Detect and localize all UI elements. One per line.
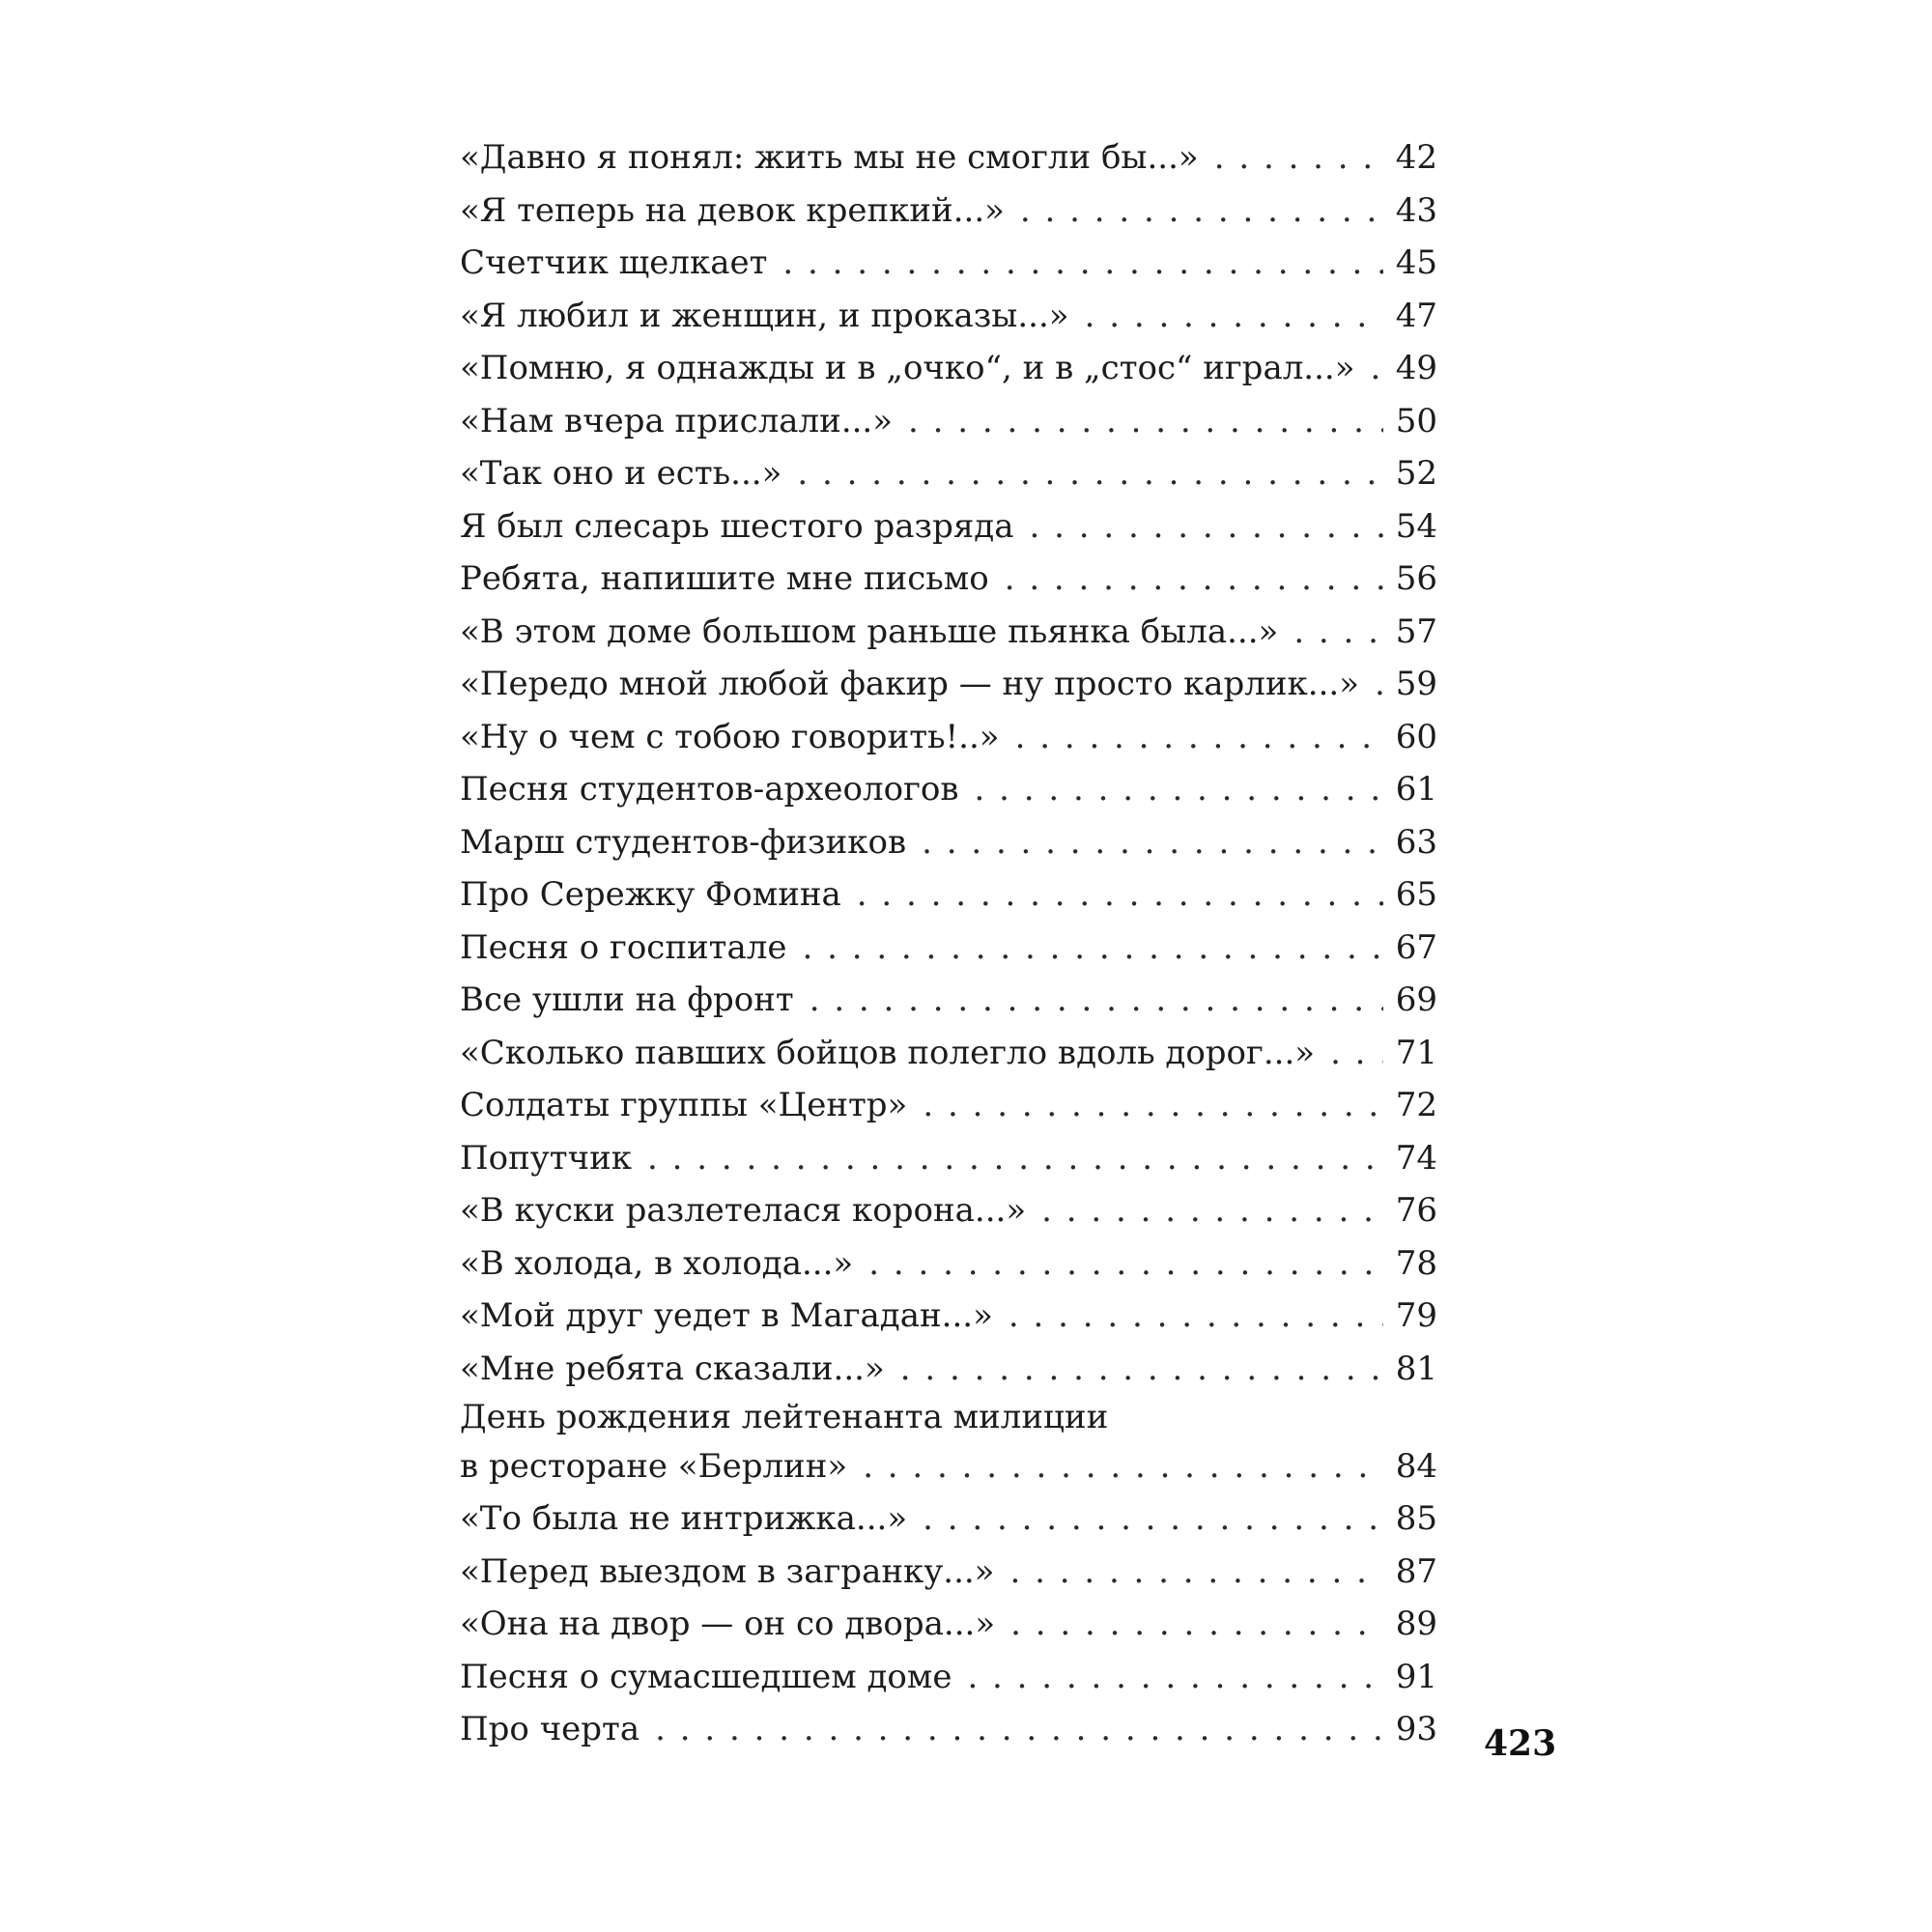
toc-entry — [460, 1343, 1437, 1396]
toc-entry-title: Счетчик щелкает — [460, 243, 768, 282]
dot-leader — [782, 237, 1383, 290]
toc-entry-title: «В этом доме большом раньше пьянка была...» — [460, 611, 1279, 651]
toc-entry — [460, 447, 1437, 500]
toc-entry — [460, 1395, 1437, 1492]
toc-entry — [460, 500, 1437, 554]
toc-entry — [460, 395, 1437, 448]
dot-leader — [922, 816, 1383, 869]
toc-entry-title: «Ну о чем с тобою говорить!..» — [460, 717, 1000, 756]
toc-entry-page: 71 — [1395, 1033, 1437, 1072]
toc-entry — [460, 1184, 1437, 1237]
dot-leader — [967, 1651, 1383, 1704]
toc-entry — [460, 868, 1437, 922]
toc-entry — [460, 974, 1437, 1027]
dot-leader — [1020, 185, 1383, 238]
toc-entry-page: 93 — [1395, 1710, 1437, 1748]
toc-entry-page: 56 — [1395, 559, 1437, 598]
toc-entry-page: 50 — [1395, 401, 1437, 440]
toc-entry-page: 43 — [1395, 190, 1437, 230]
toc-entry-page: 42 — [1395, 138, 1437, 177]
toc-entry-page: 87 — [1395, 1551, 1437, 1591]
toc-entry-page: 52 — [1395, 454, 1437, 493]
toc-entry — [460, 1703, 1437, 1756]
toc-entry-title: Про Сережку Фомина — [460, 875, 841, 914]
toc-entry-title: «Сколько павших бойцов полегло вдоль дорог...» — [460, 1033, 1316, 1072]
toc-entry-page: 72 — [1395, 1086, 1437, 1124]
dot-leader — [655, 1703, 1383, 1756]
toc-entry — [460, 1290, 1437, 1343]
dot-leader — [923, 1492, 1383, 1546]
toc-entry-page: 74 — [1395, 1138, 1437, 1178]
toc-entry-page: 67 — [1395, 927, 1437, 967]
dot-leader — [802, 922, 1383, 975]
toc-entry-title: «Передо мной любой факир — ну просто карлик...» — [460, 665, 1360, 703]
toc-entry-title: «В куски разлетелася корона...» — [460, 1191, 1027, 1230]
toc-entry-page: 60 — [1395, 717, 1437, 756]
toc-entry — [460, 1546, 1437, 1599]
dot-leader — [868, 1237, 1383, 1291]
toc-entry-title: «Я теперь на девок крепкий...» — [460, 190, 1005, 230]
page-number: 423 — [1484, 1723, 1557, 1764]
toc-entry-title: «Давно я понял: жить мы не смогли бы...» — [460, 138, 1199, 177]
toc-entry-page: 59 — [1395, 665, 1437, 703]
toc-entry-title: Все ушли на фронт — [460, 980, 794, 1019]
toc-entry — [460, 185, 1437, 238]
toc-entry-title-line1: День рождения лейтенанта милиции — [460, 1398, 1109, 1436]
toc-entry — [460, 1651, 1437, 1704]
toc-entry — [460, 237, 1437, 290]
dot-leader — [647, 1132, 1383, 1185]
toc-entry — [460, 1237, 1437, 1291]
toc-entry — [460, 1079, 1437, 1132]
toc-entry-page: 76 — [1395, 1191, 1437, 1230]
toc-entry-title: Ребята, напишите мне письмо — [460, 559, 989, 598]
toc-entry-page: 84 — [1395, 1447, 1437, 1486]
dot-leader — [1030, 500, 1383, 554]
toc-entry-title: «Мой друг уедет в Магадан...» — [460, 1296, 993, 1335]
toc-entry-page: 63 — [1395, 822, 1437, 862]
toc-entry-page: 78 — [1395, 1243, 1437, 1283]
dot-leader — [1375, 658, 1383, 711]
dot-leader — [1015, 711, 1383, 764]
toc-entry-title: «Так оно и есть...» — [460, 454, 782, 493]
toc-entry-page: 69 — [1395, 980, 1437, 1019]
toc-entry-title: Песня о госпитале — [460, 927, 787, 967]
toc-entry-page: 49 — [1395, 349, 1437, 387]
toc-entry-title: «Перед выездом в загранку...» — [460, 1551, 995, 1591]
toc-entry-title: в ресторане «Берлин» — [460, 1447, 848, 1486]
toc-entry-page: 45 — [1395, 243, 1437, 282]
toc-entry — [460, 763, 1437, 816]
dot-leader — [1009, 1546, 1383, 1599]
toc-entry-title: «В холода, в холода...» — [460, 1243, 854, 1283]
dot-leader — [923, 1079, 1383, 1132]
toc-entry-title: Попутчик — [460, 1138, 632, 1178]
toc-entry — [460, 1598, 1437, 1651]
toc-entry-page: 65 — [1395, 875, 1437, 914]
dot-leader — [857, 868, 1383, 922]
toc-entry-title: «Помню, я однажды и в „очко“, и в „стос“ играл...» — [460, 349, 1355, 387]
dot-leader — [908, 395, 1383, 448]
dot-leader — [1009, 1290, 1383, 1343]
toc-entry — [460, 553, 1437, 606]
toc-entry-page: 54 — [1395, 506, 1437, 546]
toc-entry-page: 47 — [1395, 296, 1437, 335]
toc-entry — [460, 658, 1437, 711]
toc-entry — [460, 922, 1437, 975]
dot-leader — [1041, 1184, 1383, 1237]
dot-leader — [863, 1440, 1383, 1492]
dot-leader — [797, 447, 1383, 500]
toc-entry-title: Песня о сумасшедшем доме — [460, 1657, 952, 1696]
dot-leader — [1085, 290, 1383, 343]
dot-leader — [1010, 1598, 1383, 1651]
dot-leader — [900, 1343, 1383, 1396]
toc-entry-page: 91 — [1395, 1657, 1437, 1696]
toc-entry — [460, 290, 1437, 343]
toc-entry — [460, 342, 1437, 395]
dot-leader — [1293, 606, 1383, 659]
toc-entry-title: Песня студентов-археологов — [460, 770, 959, 809]
toc-entry-page: 85 — [1395, 1499, 1437, 1538]
dot-leader — [975, 763, 1383, 816]
toc-entry — [460, 1132, 1437, 1185]
dot-leader — [1371, 342, 1383, 395]
dot-leader — [1005, 553, 1383, 606]
toc-entry-title: Марш студентов-физиков — [460, 822, 907, 862]
toc-entry-title: «Мне ребята сказали...» — [460, 1349, 885, 1388]
toc-entry — [460, 1492, 1437, 1546]
toc-entry — [460, 816, 1437, 869]
dot-leader — [1214, 131, 1383, 185]
dot-leader — [810, 974, 1383, 1027]
toc-entry-page: 61 — [1395, 770, 1437, 809]
toc-entry — [460, 711, 1437, 764]
toc-entry-title: «То была не интрижка...» — [460, 1499, 908, 1538]
toc-entry-page: 89 — [1395, 1605, 1437, 1643]
toc-entry-page: 79 — [1395, 1296, 1437, 1335]
toc-entry-page: 57 — [1395, 611, 1437, 651]
toc-entry-title: «Я любил и женщин, и проказы...» — [460, 296, 1069, 335]
toc-entry-title: Солдаты группы «Центр» — [460, 1086, 908, 1124]
toc-entry-page: 81 — [1395, 1349, 1437, 1388]
toc-entry — [460, 606, 1437, 659]
toc-entry — [460, 1027, 1437, 1080]
toc-entry-title: Про черта — [460, 1710, 640, 1748]
toc-entry-title: «Нам вчера прислали...» — [460, 401, 894, 440]
toc-entry — [460, 131, 1437, 185]
table-of-contents — [460, 131, 1437, 1756]
dot-leader — [1330, 1027, 1383, 1080]
toc-entry-title: «Она на двор — он со двора...» — [460, 1605, 996, 1643]
toc-entry-title: Я был слесарь шестого разряда — [460, 506, 1014, 546]
